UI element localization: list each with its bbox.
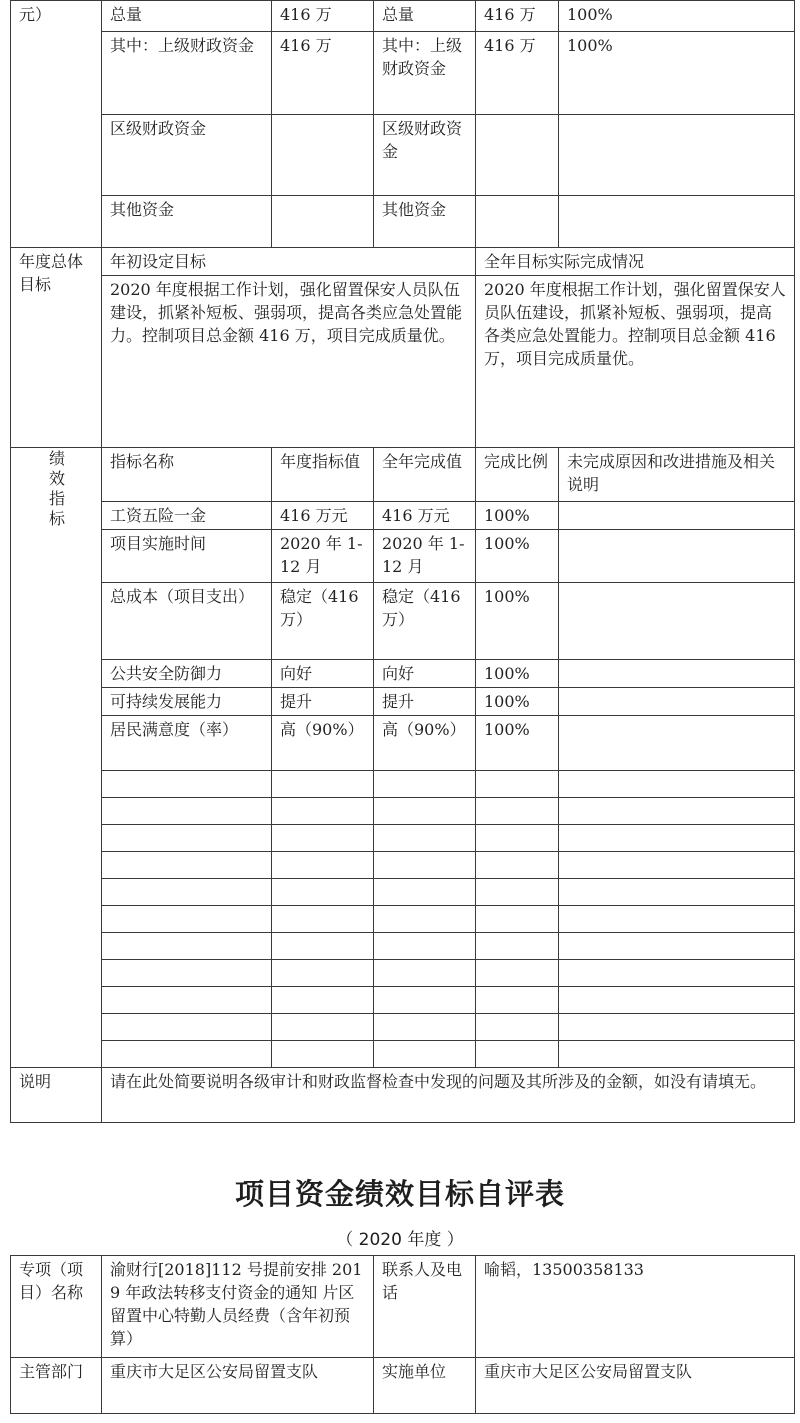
project-label: 专项（项目）名称	[11, 1256, 102, 1358]
perf-row	[11, 716, 795, 771]
perf-ratio: 100%	[476, 716, 559, 771]
funds-budget: 416 万	[272, 1, 374, 32]
perf-ratio: 100%	[476, 660, 559, 688]
dept-value: 重庆市大足区公安局留置支队	[102, 1358, 374, 1414]
funds-actual	[476, 196, 559, 248]
perf-blank-row	[11, 879, 795, 906]
perf-section-label	[11, 448, 102, 1068]
dept-label: 主管部门	[11, 1358, 102, 1414]
perf-blank-row	[11, 825, 795, 852]
form-title: 项目资金绩效目标自评表	[234, 1177, 565, 1211]
perf-col-header: 全年完成值	[374, 448, 476, 502]
perf-target: 稳定（416 万）	[272, 583, 374, 660]
perf-col-header: 完成比例	[476, 448, 559, 502]
funds-row-total	[11, 1, 795, 32]
perf-name: 项目实施时间	[102, 530, 272, 583]
annual-goal-header-row	[11, 248, 795, 276]
funds-actual	[476, 115, 559, 196]
project-name: 渝财行[2018]112 号提前安排 2019 年政法转移支付资金的通知 片区留置中心特勤人员经费（含年初预算）	[102, 1256, 374, 1358]
annual-goal-body-row	[11, 276, 795, 448]
perf-target: 416 万元	[272, 502, 374, 530]
funds-name: 其中：上级财政资金	[102, 32, 272, 115]
perf-name: 总成本（项目支出）	[102, 583, 272, 660]
perf-done: 2020 年 1-12 月	[374, 530, 476, 583]
contact-label: 联系人及电话	[374, 1256, 476, 1358]
funds-actual: 416 万	[476, 32, 559, 115]
form-year: （ 2020 年度 ）	[336, 1230, 464, 1250]
annual-goal-target-text: 2020 年度根据工作计划，强化留置保安人员队伍建设，抓紧补短板、强弱项，提高各类应急处置能力。控制项目总金额 416 万，项目完成质量优。	[102, 276, 476, 448]
perf-done: 高（90%）	[374, 716, 476, 771]
perf-target: 高（90%）	[272, 716, 374, 771]
funds-row-superior	[11, 32, 795, 115]
dept-row	[11, 1358, 795, 1414]
funds-ratio: 100%	[559, 32, 795, 115]
perf-blank-row	[11, 960, 795, 987]
impl-value: 重庆市大足区公安局留置支队	[476, 1358, 795, 1414]
impl-label: 实施单位	[374, 1358, 476, 1414]
perf-row	[11, 583, 795, 660]
perf-note	[559, 502, 795, 530]
perf-row	[11, 502, 795, 530]
annual-goal-actual-header: 全年目标实际完成情况	[476, 248, 795, 276]
funds-row-other	[11, 196, 795, 248]
perf-col-header: 未完成原因和改进措施及相关说明	[559, 448, 795, 502]
perf-blank-row	[11, 933, 795, 960]
self-eval-table-new	[10, 1255, 795, 1414]
funds-ratio	[559, 115, 795, 196]
perf-blank-row	[11, 1014, 795, 1041]
perf-note	[559, 688, 795, 716]
perf-note	[559, 716, 795, 771]
perf-col-header: 指标名称	[102, 448, 272, 502]
perf-name: 公共安全防御力	[102, 660, 272, 688]
funds-name: 其中：上级财政资金	[374, 32, 476, 115]
perf-note	[559, 583, 795, 660]
perf-header-row	[11, 448, 795, 502]
funds-name: 区级财政资金	[102, 115, 272, 196]
contact-value: 喻韬，13500358133	[476, 1256, 795, 1358]
perf-ratio: 100%	[476, 583, 559, 660]
note-text: 请在此处简要说明各级审计和财政监督检查中发现的问题及其所涉及的金额，如没有请填无。	[102, 1068, 795, 1123]
funds-name: 其他资金	[374, 196, 476, 248]
perf-done: 稳定（416 万）	[374, 583, 476, 660]
perf-target: 向好	[272, 660, 374, 688]
perf-row	[11, 530, 795, 583]
perf-done: 向好	[374, 660, 476, 688]
perf-done: 提升	[374, 688, 476, 716]
perf-name: 可持续发展能力	[102, 688, 272, 716]
funds-budget	[272, 115, 374, 196]
perf-blank-row	[11, 1041, 795, 1068]
perf-row	[11, 660, 795, 688]
funds-row-district	[11, 115, 795, 196]
funds-section-label: 元）	[11, 1, 102, 248]
perf-target: 2020 年 1-12 月	[272, 530, 374, 583]
funds-name: 其他资金	[102, 196, 272, 248]
perf-name: 居民满意度（率）	[102, 716, 272, 771]
perf-ratio: 100%	[476, 688, 559, 716]
funds-budget: 416 万	[272, 32, 374, 115]
note-row	[11, 1068, 795, 1123]
funds-budget	[272, 196, 374, 248]
project-row	[11, 1256, 795, 1358]
annual-goal-actual-text: 2020 年度根据工作计划，强化留置保安人员队伍建设，抓紧补短板、强弱项，提高各类应急处置能力。控制项目总金额 416 万，项目完成质量优。	[476, 276, 795, 448]
perf-blank-row	[11, 906, 795, 933]
perf-name: 工资五险一金	[102, 502, 272, 530]
perf-blank-row	[11, 987, 795, 1014]
perf-blank-row	[11, 852, 795, 879]
funds-name: 区级财政资金	[374, 115, 476, 196]
perf-row	[11, 688, 795, 716]
perf-note	[559, 530, 795, 583]
funds-ratio: 100%	[559, 1, 795, 32]
perf-label-text: 绩效指标	[46, 450, 66, 530]
note-label: 说明	[11, 1068, 102, 1123]
perf-ratio: 100%	[476, 502, 559, 530]
annual-goal-label: 年度总体目标	[11, 248, 102, 448]
funds-ratio	[559, 196, 795, 248]
funds-name: 总量	[374, 1, 476, 32]
funds-actual: 416 万	[476, 1, 559, 32]
funds-name: 总量	[102, 1, 272, 32]
perf-blank-row	[11, 771, 795, 798]
perf-blank-row	[11, 798, 795, 825]
perf-note	[559, 660, 795, 688]
self-eval-table-continued	[10, 0, 795, 1123]
perf-ratio: 100%	[476, 530, 559, 583]
perf-done: 416 万元	[374, 502, 476, 530]
annual-goal-target-header: 年初设定目标	[102, 248, 476, 276]
perf-target: 提升	[272, 688, 374, 716]
perf-col-header: 年度指标值	[272, 448, 374, 502]
